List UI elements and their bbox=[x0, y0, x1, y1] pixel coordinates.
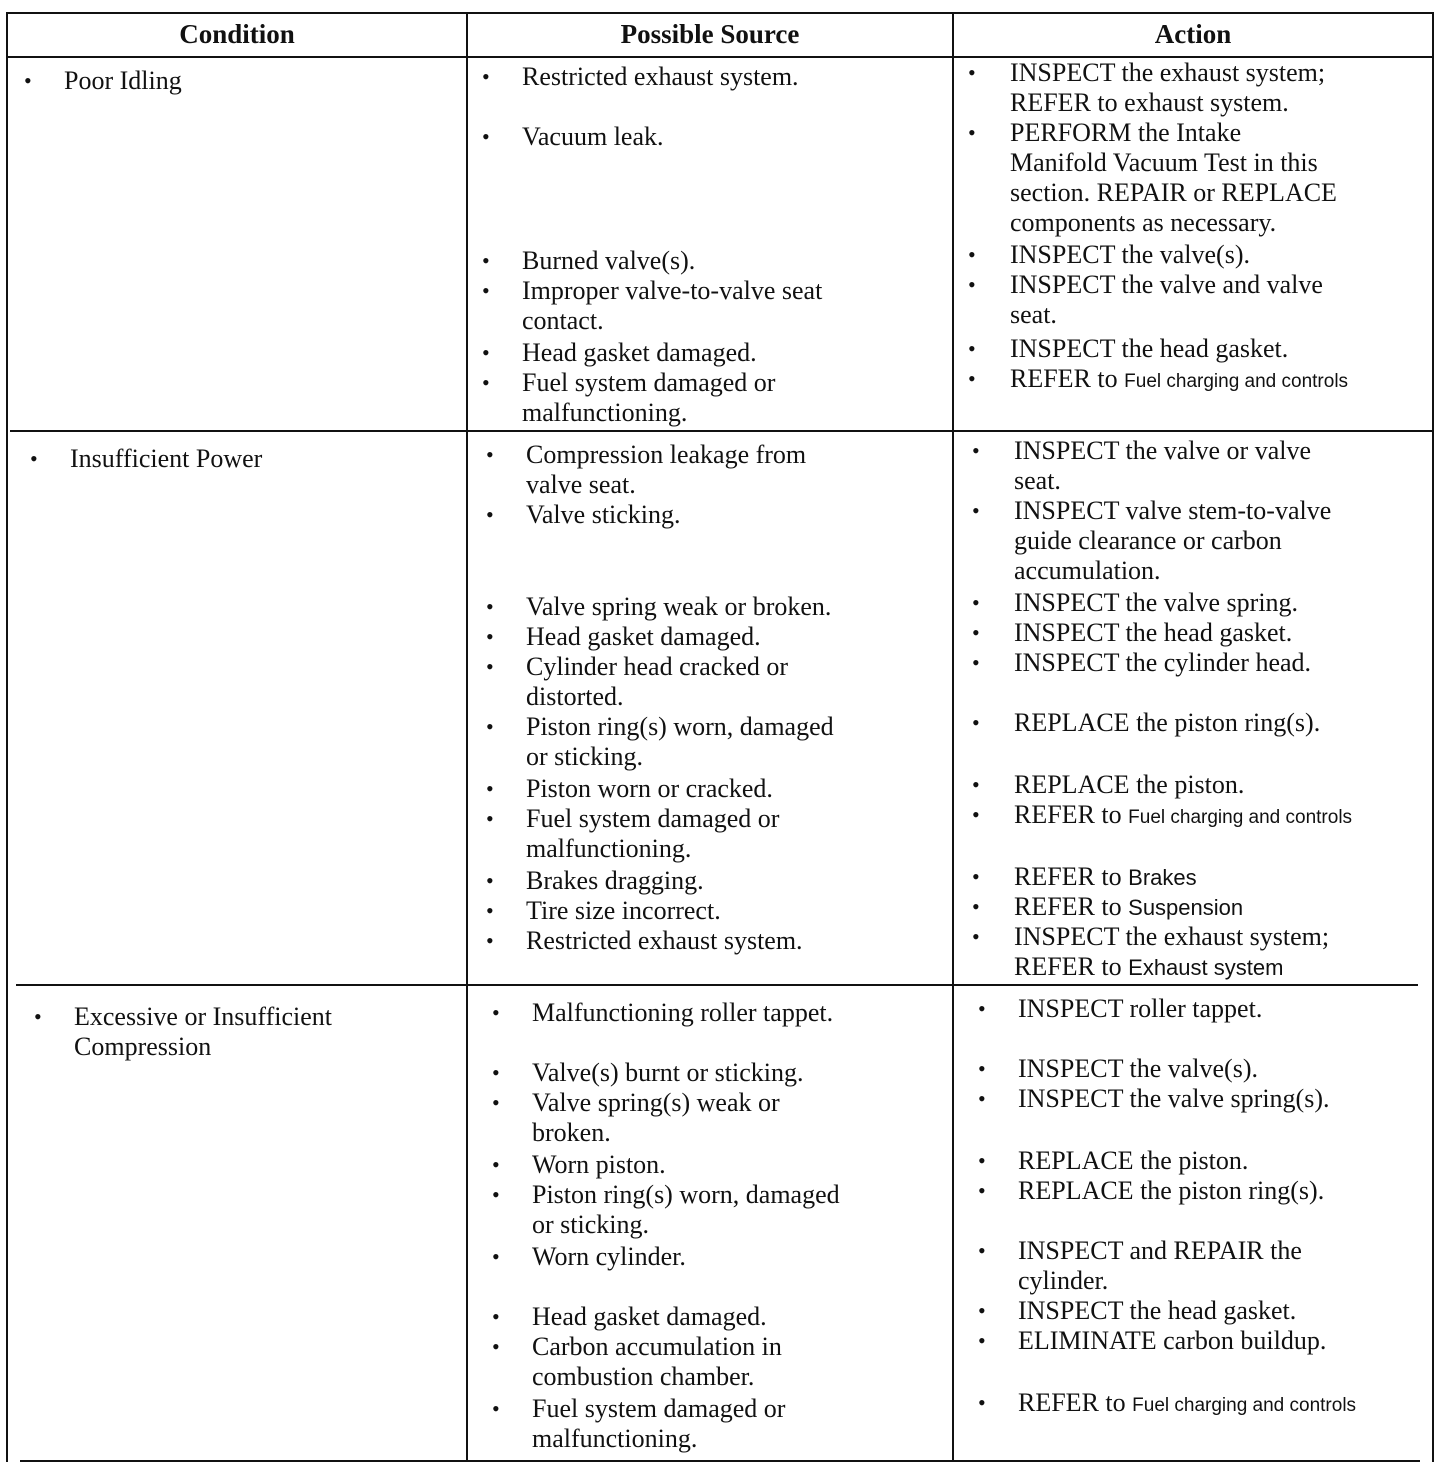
action-bullet: • bbox=[968, 336, 976, 361]
source-bullet: • bbox=[486, 714, 494, 739]
action-refer-item bbox=[1018, 1388, 1356, 1421]
action-refer-item bbox=[1014, 800, 1352, 833]
refer-target-section: Fuel charging and controls bbox=[1132, 1395, 1357, 1416]
possible-source-item: Valve spring weak or broken. bbox=[526, 592, 832, 621]
action-bullet: • bbox=[978, 1298, 986, 1323]
possible-source-item: or sticking. bbox=[526, 742, 643, 771]
column-divider-2 bbox=[952, 12, 954, 1462]
refer-target-section: Exhaust system bbox=[1128, 955, 1284, 980]
source-bullet: • bbox=[486, 898, 494, 923]
action-item: INSPECT the valve or valve bbox=[1014, 436, 1312, 465]
source-bullet: • bbox=[492, 1152, 500, 1177]
possible-source-item: broken. bbox=[532, 1118, 611, 1147]
action-item: components as necessary. bbox=[1010, 208, 1277, 237]
action-item: INSPECT and REPAIR the bbox=[1018, 1236, 1302, 1265]
source-bullet: • bbox=[492, 1334, 500, 1359]
possible-source-item: Head gasket damaged. bbox=[532, 1302, 767, 1331]
possible-source-item: or sticking. bbox=[532, 1210, 649, 1239]
source-bullet: • bbox=[492, 1000, 500, 1025]
possible-source-item: Compression leakage from bbox=[526, 440, 807, 469]
source-bullet: • bbox=[482, 64, 490, 89]
action-refer-item bbox=[1014, 862, 1197, 893]
possible-source-item: Improper valve-to-valve seat bbox=[522, 276, 823, 305]
possible-source-item: Fuel system damaged or bbox=[532, 1394, 786, 1423]
action-bullet: • bbox=[978, 1390, 986, 1415]
action-item: Manifold Vacuum Test in this bbox=[1010, 148, 1318, 177]
refer-target-section: Fuel charging and controls bbox=[1124, 371, 1349, 392]
refer-prefix: REFER to bbox=[1014, 800, 1129, 829]
possible-source-item: Valve(s) burnt or sticking. bbox=[532, 1058, 804, 1087]
possible-source-item: Restricted exhaust system. bbox=[522, 62, 799, 91]
action-refer-item bbox=[1010, 364, 1348, 397]
source-bullet: • bbox=[486, 594, 494, 619]
action-item: cylinder. bbox=[1018, 1266, 1109, 1295]
action-item: INSPECT the valve spring. bbox=[1014, 588, 1299, 617]
action-item: accumulation. bbox=[1014, 556, 1161, 585]
possible-source-item: Fuel system damaged or bbox=[522, 368, 776, 397]
action-bullet: • bbox=[972, 802, 980, 827]
action-bullet: • bbox=[968, 60, 976, 85]
action-item: INSPECT the valve spring(s). bbox=[1018, 1084, 1330, 1113]
possible-source-item: Restricted exhaust system. bbox=[526, 926, 803, 955]
action-item: INSPECT the exhaust system; bbox=[1010, 58, 1326, 87]
refer-target-section: Suspension bbox=[1128, 895, 1244, 920]
header-condition: Condition bbox=[179, 19, 295, 49]
source-bullet: • bbox=[482, 248, 490, 273]
action-item: REPLACE the piston ring(s). bbox=[1014, 708, 1321, 737]
possible-source-item: Head gasket damaged. bbox=[522, 338, 757, 367]
action-bullet: • bbox=[978, 1178, 986, 1203]
source-bullet: • bbox=[486, 806, 494, 831]
action-item: INSPECT the head gasket. bbox=[1010, 334, 1289, 363]
possible-source-item: Piston ring(s) worn, damaged bbox=[526, 712, 834, 741]
possible-source-item: Carbon accumulation in bbox=[532, 1332, 782, 1361]
action-item: ELIMINATE carbon buildup. bbox=[1018, 1326, 1327, 1355]
row-divider-2 bbox=[16, 984, 1418, 986]
condition-excessive-or-insufficient-compression: Compression bbox=[74, 1032, 212, 1061]
action-item: PERFORM the Intake bbox=[1010, 118, 1242, 147]
action-bullet: • bbox=[972, 710, 980, 735]
possible-source-item: Brakes dragging. bbox=[526, 866, 704, 895]
possible-source-item: Vacuum leak. bbox=[522, 122, 664, 151]
action-item: INSPECT roller tappet. bbox=[1018, 994, 1263, 1023]
action-bullet: • bbox=[968, 366, 976, 391]
source-bullet: • bbox=[482, 340, 490, 365]
action-item: INSPECT the valve and valve bbox=[1010, 270, 1323, 299]
source-bullet: • bbox=[492, 1396, 500, 1421]
action-bullet: • bbox=[972, 650, 980, 675]
source-bullet: • bbox=[482, 370, 490, 395]
possible-source-item: distorted. bbox=[526, 682, 624, 711]
possible-source-item: Valve spring(s) weak or bbox=[532, 1088, 780, 1117]
action-item: INSPECT the exhaust system; bbox=[1014, 922, 1330, 951]
condition-bullet: • bbox=[24, 68, 32, 93]
refer-prefix: REFER to bbox=[1010, 364, 1125, 393]
condition-insufficient-power: Insufficient Power bbox=[70, 444, 263, 473]
action-item: seat. bbox=[1010, 300, 1057, 329]
action-bullet: • bbox=[972, 438, 980, 463]
header-possible-source: Possible Source bbox=[620, 19, 800, 49]
source-bullet: • bbox=[482, 124, 490, 149]
action-bullet: • bbox=[972, 924, 980, 949]
condition-bullet: • bbox=[34, 1004, 42, 1029]
action-bullet: • bbox=[968, 242, 976, 267]
possible-source-item: Worn cylinder. bbox=[532, 1242, 686, 1271]
table-border-left bbox=[6, 12, 8, 1462]
action-refer-item bbox=[1014, 952, 1283, 983]
refer-prefix: REFER to bbox=[1014, 862, 1129, 891]
action-item: guide clearance or carbon bbox=[1014, 526, 1282, 555]
source-bullet: • bbox=[482, 278, 490, 303]
source-bullet: • bbox=[486, 868, 494, 893]
source-bullet: • bbox=[492, 1060, 500, 1085]
action-bullet: • bbox=[972, 894, 980, 919]
source-bullet: • bbox=[486, 502, 494, 527]
action-bullet: • bbox=[972, 620, 980, 645]
table-border-bottom bbox=[20, 1460, 1420, 1462]
action-item: INSPECT the cylinder head. bbox=[1014, 648, 1312, 677]
source-bullet: • bbox=[492, 1304, 500, 1329]
refer-prefix: REFER to bbox=[1014, 952, 1129, 981]
possible-source-item: Piston worn or cracked. bbox=[526, 774, 773, 803]
table-border-right bbox=[1432, 12, 1434, 1462]
possible-source-item: Head gasket damaged. bbox=[526, 622, 761, 651]
action-item: INSPECT the valve(s). bbox=[1018, 1054, 1258, 1083]
possible-source-item: Burned valve(s). bbox=[522, 246, 696, 275]
action-bullet: • bbox=[978, 1056, 986, 1081]
action-bullet: • bbox=[978, 1238, 986, 1263]
refer-target-section: Fuel charging and controls bbox=[1128, 807, 1353, 828]
possible-source-item: Tire size incorrect. bbox=[526, 896, 721, 925]
action-bullet: • bbox=[972, 772, 980, 797]
source-bullet: • bbox=[486, 442, 494, 467]
source-bullet: • bbox=[486, 928, 494, 953]
action-bullet: • bbox=[972, 498, 980, 523]
possible-source-item: Fuel system damaged or bbox=[526, 804, 780, 833]
source-bullet: • bbox=[486, 654, 494, 679]
action-item: INSPECT the head gasket. bbox=[1014, 618, 1293, 647]
possible-source-item: Valve sticking. bbox=[526, 500, 681, 529]
possible-source-item: malfunctioning. bbox=[526, 834, 692, 863]
source-bullet: • bbox=[486, 776, 494, 801]
condition-poor-idling: Poor Idling bbox=[64, 66, 182, 95]
action-bullet: • bbox=[978, 1328, 986, 1353]
action-bullet: • bbox=[972, 864, 980, 889]
possible-source-item: malfunctioning. bbox=[532, 1424, 698, 1453]
refer-target-section: Brakes bbox=[1128, 865, 1197, 890]
action-item: INSPECT valve stem-to-valve bbox=[1014, 496, 1332, 525]
action-item: INSPECT the valve(s). bbox=[1010, 240, 1250, 269]
possible-source-item: Worn piston. bbox=[532, 1150, 666, 1179]
action-item: REFER to exhaust system. bbox=[1010, 88, 1289, 117]
possible-source-item: Piston ring(s) worn, damaged bbox=[532, 1180, 840, 1209]
action-item: REPLACE the piston. bbox=[1014, 770, 1245, 799]
action-bullet: • bbox=[972, 590, 980, 615]
column-divider-1 bbox=[466, 12, 468, 1462]
source-bullet: • bbox=[486, 624, 494, 649]
action-bullet: • bbox=[978, 996, 986, 1021]
possible-source-item: Cylinder head cracked or bbox=[526, 652, 789, 681]
action-refer-item bbox=[1014, 892, 1243, 923]
action-item: section. REPAIR or REPLACE bbox=[1010, 178, 1337, 207]
condition-excessive-or-insufficient-compression: Excessive or Insufficient bbox=[74, 1002, 332, 1031]
refer-prefix: REFER to bbox=[1014, 892, 1129, 921]
source-bullet: • bbox=[492, 1244, 500, 1269]
action-item: seat. bbox=[1014, 466, 1061, 495]
action-bullet: • bbox=[978, 1148, 986, 1173]
possible-source-item: combustion chamber. bbox=[532, 1362, 755, 1391]
action-bullet: • bbox=[978, 1086, 986, 1111]
refer-prefix: REFER to bbox=[1018, 1388, 1133, 1417]
condition-bullet: • bbox=[30, 446, 38, 471]
possible-source-item: contact. bbox=[522, 306, 604, 335]
action-item: INSPECT the head gasket. bbox=[1018, 1296, 1297, 1325]
action-bullet: • bbox=[968, 120, 976, 145]
action-item: REPLACE the piston. bbox=[1018, 1146, 1249, 1175]
row-divider-1 bbox=[10, 430, 1434, 432]
possible-source-item: valve seat. bbox=[526, 470, 636, 499]
action-item: REPLACE the piston ring(s). bbox=[1018, 1176, 1325, 1205]
source-bullet: • bbox=[492, 1182, 500, 1207]
possible-source-item: malfunctioning. bbox=[522, 398, 688, 427]
header-action: Action bbox=[1154, 19, 1232, 49]
possible-source-item: Malfunctioning roller tappet. bbox=[532, 998, 834, 1027]
action-bullet: • bbox=[968, 272, 976, 297]
source-bullet: • bbox=[492, 1090, 500, 1115]
